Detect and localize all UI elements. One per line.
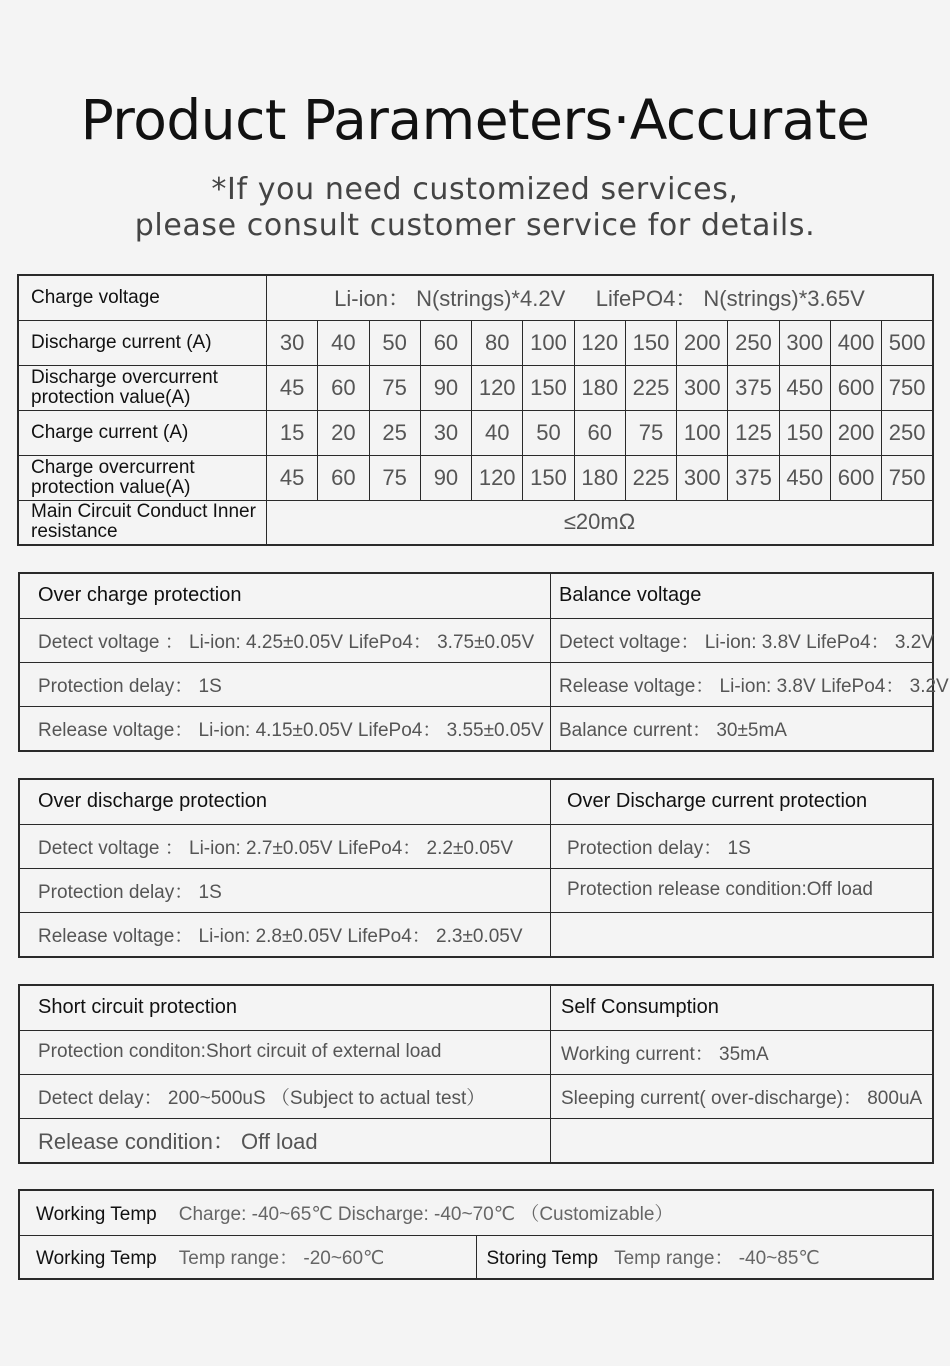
spec-cell: 100: [677, 410, 728, 455]
storing-temp-cell: [476, 1235, 933, 1279]
short-circuit-title: Short circuit protection: [19, 985, 551, 1030]
spec-cell: 125: [728, 410, 779, 455]
spec-cell: 45: [267, 365, 318, 410]
spec-cell: 75: [369, 365, 420, 410]
spec-cell: 200: [830, 410, 881, 455]
spec-cell: 180: [574, 365, 625, 410]
spec-row: [18, 320, 933, 365]
balance-current: Balance current： 30±5mA: [551, 706, 934, 751]
spec-cell: 90: [420, 455, 471, 500]
over-discharge-table: [18, 778, 934, 958]
spec-cell: 100: [523, 320, 574, 365]
short-circuit-table: [18, 984, 934, 1164]
empty-cell: [551, 1118, 934, 1163]
spec-cell: 60: [318, 365, 369, 410]
spec-cell: 75: [369, 455, 420, 500]
short-circuit-condition: Protection conditon:Short circuit of external load: [19, 1030, 551, 1074]
spec-cell: 300: [779, 320, 830, 365]
spec-cell: 50: [523, 410, 574, 455]
spec-cell: 60: [318, 455, 369, 500]
spec-row-label: Discharge current (A): [18, 320, 267, 365]
spec-cell: 450: [779, 455, 830, 500]
spec-cell: 45: [267, 455, 318, 500]
spec-cell: 25: [369, 410, 420, 455]
over-discharge-current-delay: Protection delay： 1S: [551, 824, 934, 868]
working-temp-label: Working Temp: [36, 1204, 157, 1226]
spec-cell: 180: [574, 455, 625, 500]
over-charge-title: Over charge protection: [19, 573, 551, 618]
spec-cell: 40: [318, 320, 369, 365]
working-temp-label-2: Working Temp: [36, 1248, 157, 1270]
spec-row: [18, 365, 933, 410]
spec-cell: 120: [472, 455, 523, 500]
over-charge-detect: Detect voltage ： Li-ion: 4.25±0.05V LifePo4： 3.75±0.05V: [19, 618, 551, 662]
spec-row-label: Charge current (A): [18, 410, 267, 455]
spec-cell: 150: [523, 365, 574, 410]
spec-row-label: Charge overcurrent protection value(A): [18, 455, 267, 500]
spec-cell: 50: [369, 320, 420, 365]
subtitle-line-2: please consult customer service for details.: [134, 208, 816, 243]
empty-cell: [551, 912, 934, 957]
balance-release: Release voltage： Li-ion: 3.8V LifePo4： 3.2V: [551, 662, 934, 706]
spec-cell: 300: [677, 365, 728, 410]
balance-detect: Detect voltage： Li-ion: 3.8V LifePo4： 3.2V: [551, 618, 934, 662]
resistance-row: [18, 500, 933, 545]
spec-cell: 600: [830, 365, 881, 410]
over-charge-table: [18, 572, 949, 752]
spec-cell: 750: [882, 365, 933, 410]
spec-row: [18, 455, 933, 500]
spec-cell: 120: [574, 320, 625, 365]
spec-cell: 500: [882, 320, 933, 365]
spec-cell: 120: [472, 365, 523, 410]
spec-cell: 150: [523, 455, 574, 500]
spec-cell: 20: [318, 410, 369, 455]
over-charge-delay: Protection delay： 1S: [19, 662, 551, 706]
over-discharge-current-title: Over Discharge current protection: [551, 779, 934, 824]
over-discharge-title: Over discharge protection: [19, 779, 551, 824]
working-temp-range-cell: [19, 1235, 476, 1279]
spec-cell: 450: [779, 365, 830, 410]
self-consumption-title: Self Consumption: [551, 985, 934, 1030]
spec-cell: 250: [882, 410, 933, 455]
short-circuit-delay: Detect delay： 200~500uS （Subject to actual test）: [19, 1074, 551, 1118]
spec-cell: 60: [420, 320, 471, 365]
spec-row-label: Discharge overcurrent protection value(A): [18, 365, 267, 410]
spec-cell: 400: [830, 320, 881, 365]
spec-cell: 75: [625, 410, 676, 455]
subtitle: [0, 172, 950, 244]
storing-temp-label: Storing Temp: [486, 1248, 599, 1270]
spec-cell: 150: [625, 320, 676, 365]
subtitle-line-1: *If you need customized services,: [211, 172, 739, 207]
working-current: Working current： 35mA: [551, 1030, 934, 1074]
spec-cell: 225: [625, 365, 676, 410]
specs-table: [17, 274, 934, 546]
spec-cell: 15: [267, 410, 318, 455]
over-discharge-delay: Protection delay： 1S: [19, 868, 551, 912]
spec-cell: 150: [779, 410, 830, 455]
short-circuit-release: Release condition： Off load: [19, 1118, 551, 1163]
temperature-table: [18, 1189, 934, 1280]
working-temp-row: [19, 1190, 933, 1235]
spec-cell: 40: [472, 410, 523, 455]
working-temp-range: Temp range： -20~60℃: [178, 1248, 385, 1270]
spec-cell: 60: [574, 410, 625, 455]
spec-cell: 80: [472, 320, 523, 365]
spec-cell: 375: [728, 365, 779, 410]
over-discharge-detect: Detect voltage ： Li-ion: 2.7±0.05V LifePo4： 2.2±0.05V: [19, 824, 551, 868]
charge-voltage-label: Charge voltage: [18, 275, 267, 320]
sleeping-current: Sleeping current( over-discharge)： 800uA: [551, 1074, 934, 1118]
spec-row: [18, 410, 933, 455]
spec-cell: 30: [267, 320, 318, 365]
spec-cell: 375: [728, 455, 779, 500]
spec-cell: 750: [882, 455, 933, 500]
storing-temp-range: Temp range： -40~85℃: [614, 1248, 820, 1270]
spec-cell: 300: [677, 455, 728, 500]
spec-cell: 30: [420, 410, 471, 455]
charge-voltage-row: [18, 275, 933, 320]
page-title: Product Parameters·Accurate: [80, 88, 870, 152]
balance-title: Balance voltage: [551, 573, 934, 618]
working-temp-value: Charge: -40~65℃ Discharge: -40~70℃ （Customizable）: [178, 1204, 674, 1226]
spec-cell: 90: [420, 365, 471, 410]
resistance-value: ≤20mΩ: [267, 500, 934, 545]
spec-cell: 250: [728, 320, 779, 365]
over-discharge-current-release: Protection release condition:Off load: [551, 868, 934, 912]
over-discharge-release: Release voltage： Li-ion: 2.8±0.05V LifePo4： 2.3±0.05V: [19, 912, 551, 957]
spec-cell: 200: [677, 320, 728, 365]
over-charge-release: Release voltage： Li-ion: 4.15±0.05V LifePo4： 3.55±0.05V: [19, 706, 551, 751]
spec-cell: 600: [830, 455, 881, 500]
spec-cell: 225: [625, 455, 676, 500]
charge-voltage-value: Li-ion： N(strings)*4.2V LifePO4： N(strings)*3.65V: [267, 275, 934, 320]
resistance-label: Main Circuit Conduct Inner resistance: [18, 500, 267, 545]
